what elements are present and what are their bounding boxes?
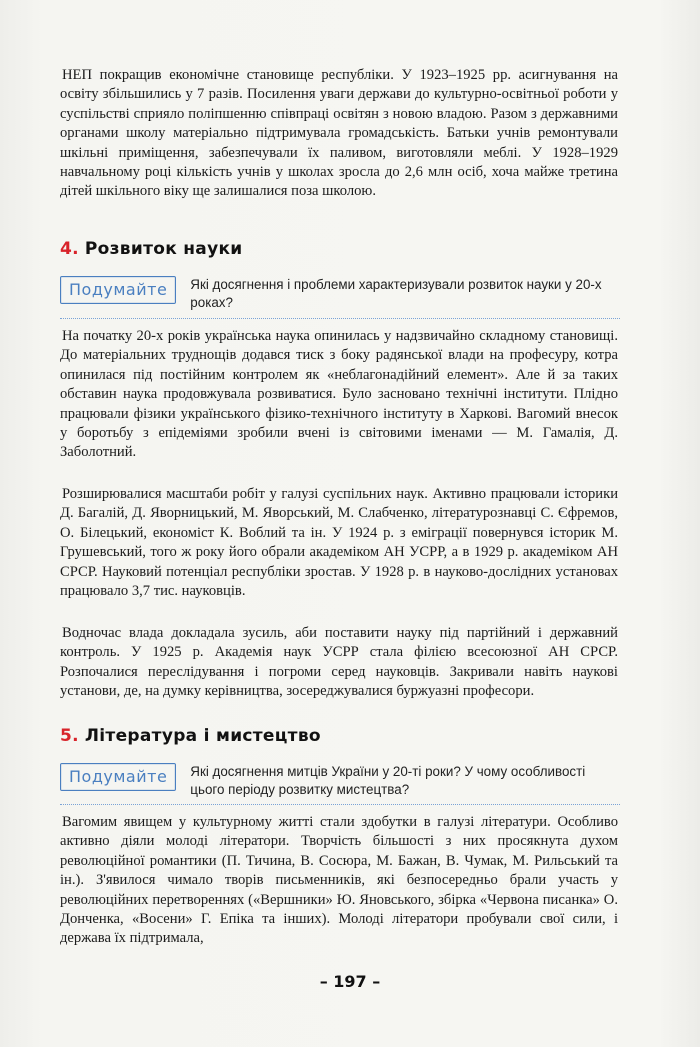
page-number: – 197 –: [319, 972, 381, 991]
section-5-question: Які досягнення митців України у 20-ті роки? У чому особливості цього періоду розвитку мистецтва?: [190, 764, 586, 797]
section-4-heading: [60, 239, 243, 259]
section-4-paragraph-2: Розширювалися масштаби робіт у галузі суспільних наук. Активно працювали історики Д. Багалій, Д. Яворницький, М. Яворський, М. Слабченко, літературознавці С. Єфремов, О. Білецький, економіст К. Воблий та ін. У 1924 р. з еміграції повернувся історик М. Грушевський, того ж року його обрали академіком АН УСРР, а в 1929 р. академіком АН СРСР. Науковий потенціал республіки зростав. У 1928 р. в науково-дослідних установах працювало 3,7 тис. науковців.: [60, 486, 618, 600]
section-5-divider: [60, 804, 620, 805]
section-4-question: Які досягнення і проблеми характеризували розвиток науки у 20-х роках?: [190, 277, 602, 310]
section-5-title: Література і мистецтво: [84, 726, 321, 746]
section-4-paragraph-1: На початку 20-х років українська наука опинилась у надзвичайно складному становищі. До матеріальних труднощів додався тиск з боку радянської влади на професуру, котра опинилася під постійним контролем як «неблагонадійний елемент». Але й за таких обставин наука продовжувала розвиватися. Було засновано технічні інститути. Плідно працювали фізики українського фізико-технічного інституту в Харкові. Вагомий внесок у боротьбу з епідеміями зробили вчені із світовими іменами — М. Гамалія, Д. Заболотний.: [60, 328, 618, 461]
section-4-paragraph-3: Водночас влада докладала зусиль, аби поставити науку під партійний і державний контроль. У 1925 р. Академія наук УСРР стала філією всесоюзної АН СРСР. Розпочалися переслідування і погроми серед науковців. Закривали навіть наукові установи, де, на думку керівництва, зосереджувалися буржуазні професори.: [60, 625, 618, 700]
section-4-number: 4.: [60, 239, 79, 259]
think-stamp-icon: Подумайте: [60, 763, 176, 791]
section-5-number: 5.: [60, 726, 79, 746]
section-4-divider: [60, 318, 620, 319]
section-5-heading: [60, 726, 321, 746]
section-5-question-box: [60, 763, 620, 799]
section-5-paragraph-1: Вагомим явищем у культурному житті стали здобутки в галузі літератури. Особливо активно діяли молоді літератори. Творчість більшості з них просякнута духом революційної романтики (П. Тичина, В. Сосюра, М. Бажан, В. Чумак, М. Рильський та ін.). З'явилося чимало творів письменників, які безпосередньо брали участь у революційних перетвореннях («Вершники» Ю. Яновського, збірка «Червона писанка» О. Донченка, «Восени» Г. Епіка та інших). Молоді літератори пробували свої сили, і держава їх підтримала,: [60, 814, 618, 947]
section-4-title: Розвиток науки: [84, 239, 243, 259]
section-4-question-box: [60, 276, 620, 312]
think-stamp-icon: Подумайте: [60, 276, 176, 304]
intro-paragraph: НЕП покращив економічне становище республіки. У 1923–1925 рр. асигнування на освіту збільшились у 7 разів. Посилення уваги держави до культурно-освітньої роботи у суспільстві сприяло поліпшенню співпраці освітян з новою владою. Разом з державними органами школу матеріально підтримувала громадськість. Батьки учнів ремонтували шкільні приміщення, забезпечували їх паливом, виготовляли меблі. У 1928–1929 навчальному році кількість учнів у школах зросла до 2,6 млн осіб, хоча майже третина дітей шкільного віку ще залишалися поза школою.: [60, 67, 618, 200]
